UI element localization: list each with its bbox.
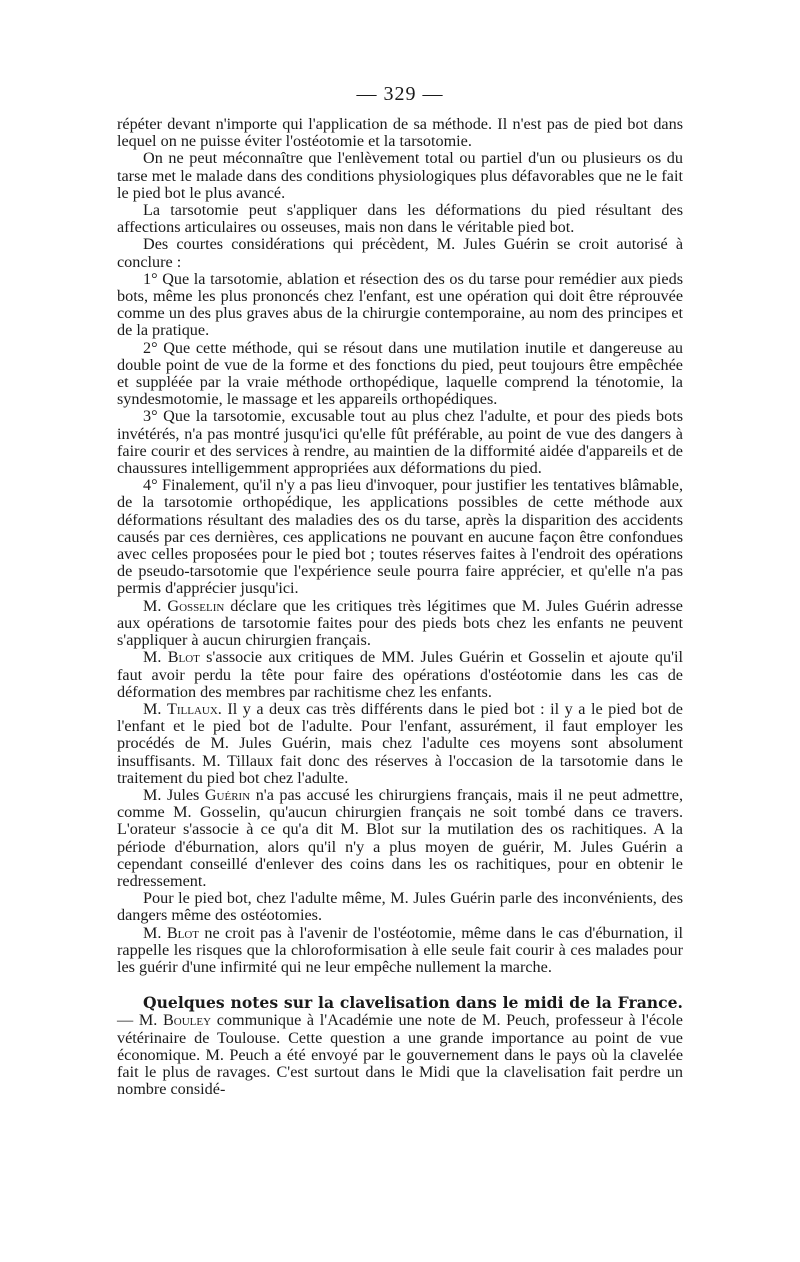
paragraph-text: . Il y a deux cas très différents dans le pied bot : il y a le pied bot de l'enfant et le pied bot de l'adulte. Pour l'enfant, assurément, il faut employer les procédés de M. Jules Guérin, mais chez l'adulte ces moyens sont absolument insuffisants. M. Tillaux fait donc des réserves à l'occasion de la tarsotomie dans le traitement du pied bot chez l'adulte. [117,699,683,787]
conclusion-item [117,340,683,409]
speaker-paragraph [117,701,683,787]
speaker-prefix: M. [143,699,167,718]
paragraph [117,116,683,150]
speaker-prefix: M. [143,596,168,615]
speaker-prefix: M. Jules [143,785,205,804]
paragraph [117,890,683,924]
section-spacer [117,976,683,994]
paragraph-text: 1° Que la tarsotomie, ablation et résection des os du tarse pour remédier aux pieds bots, même les plus prononcés chez l'enfant, est une opération qui doit être réprouvée comme un des plus graves abus de la chirurgie contemporaine, au nom des principes et de la pratique. [117,269,683,340]
page-number: — 329 — [356,83,444,105]
section-dash: — M. [117,1011,163,1030]
speaker-name: Blot [167,648,200,667]
paragraph-text: s'associe aux critiques de MM. Jules Guérin et Gosselin et ajoute qu'il faut avoir perdu la tête pour faire des opérations d'ostéotomie dans les cas de déformation des membres par rachitisme chez les enfants. [117,648,683,701]
paragraph-text: déclare que les critiques très légitimes que M. Jules Guérin adresse aux opérations de tarsotomie faites pour des pieds bots chez les enfants ne peuvent s'appliquer à aucun chirurgien français. [117,596,683,650]
paragraph-text: 4° Finalement, qu'il n'y a pas lieu d'invoquer, pour justifier les tentatives blâmable, de la tarsotomie orthopédique, les applications possibles de cette méthode aux déformations résultant des maladies des os du tarse, après la disparition des accidents causés par ces dernières, ces applications ne pouvant en aucune façon être confondues avec celles proposées pour le pied bot ; toutes réserves faites à l'endroit des opérations de pseudo-tarsotomie que l'expérience seule pourra faire apprécier, et qu'elle n'a pas permis d'apprécier jusqu'ici. [117,476,683,598]
conclusion-item [117,271,683,340]
paragraph-text: Des courtes considérations qui précèdent, M. Jules Guérin se croit autorisé à conclure : [117,235,683,271]
document-page [117,84,683,1098]
section-heading: Quelques notes sur la clavelisation dans le midi de la France. [143,993,683,1013]
paragraph-text: répéter devant n'importe qui l'application de sa méthode. Il n'est pas de pied bot dans lequel on ne puisse éviter l'ostéotomie et la tarsotomie. [117,115,683,151]
paragraph-text: n'a pas accusé les chirurgiens français, mais il ne peut admettre, comme M. Gosselin, qu'aucun chirurgien français ne soit tombé dans ce travers. L'orateur s'associe à ce qu'a dit M. Blot sur la mutilation des os rachitiques. A la période d'éburnation, alors qu'il n'y a plus moyen de guérir, M. Jules Guérin a cependant conseillé d'enlever des coins dans les os rachitiques, pour en obtenir le redressement. [117,785,683,890]
conclusion-item [117,477,683,597]
paragraph [117,150,683,202]
paragraph-text: ne croit pas à l'avenir de l'ostéotomie, même dans le cas d'éburnation, il rappelle les risques que la chloroformisation à elle seule fait courir à ces malades pour les guérir d'une infirmité qui ne leur empêche nullement la marche. [117,923,683,976]
paragraph-text: 2° Que cette méthode, qui se résout dans une mutilation inutile et dangereuse au double point de vue de la forme et des fonctions du pied, peut toujours être empêchée et suppléée par la vraie méthode orthopédique, laquelle comprend la ténotomie, la syndesmotomie, le massage et les appareils orthopédiques. [117,338,683,409]
paragraph-text: La tarsotomie peut s'appliquer dans les déformations du pied résultant des affections articulaires ou osseuses, mais non dans le véritable pied bot. [117,201,683,237]
speaker-paragraph [117,787,683,890]
speaker-name: Gosselin [167,596,225,615]
speaker-name: Tillaux [166,699,218,718]
paragraph-text: Pour le pied bot, chez l'adulte même, M. Jules Guérin parle des inconvénients, des dangers même des ostéotomies. [117,889,683,925]
paragraph [117,236,683,270]
section-paragraph [117,994,683,1098]
speaker-prefix: M. [143,923,167,942]
paragraph [117,202,683,236]
speaker-paragraph [117,925,683,977]
speaker-paragraph [117,598,683,650]
speaker-name: Bouley [162,1011,212,1030]
speaker-name: Blot [166,923,199,942]
paragraph-text: 3° Que la tarsotomie, excusable tout au plus chez l'adulte, et pour des pieds bots invétérés, n'a pas montré jusqu'ici qu'elle fût préférable, au point de vue des dangers à faire courir et des services à rendre, au maintien de la difformité aidée d'appareils et de chaussures intelligemment appropriées aux déformations du pied. [117,407,683,478]
paragraph-text: On ne peut méconnaître que l'enlèvement total ou partiel d'un ou plusieurs os du tarse met le malade dans des conditions physiologiques plus défavorables que ne le fait le pied bot le plus avancé. [117,149,683,202]
speaker-prefix: M. [143,648,168,667]
speaker-name: Guérin [204,785,251,804]
paragraph-text: communique à l'Académie une note de M. Peuch, professeur à l'école vétérinaire de Toulouse. Cette question a une grande importance au point de vue économique. M. Peuch a été envoyé par le gouvernement dans le pays où la clavelée fait le plus de ravages. C'est surtout dans le Midi que la clavelisation fait perdre un nombre considé- [117,1011,683,1099]
conclusion-item [117,408,683,477]
speaker-paragraph [117,649,683,701]
